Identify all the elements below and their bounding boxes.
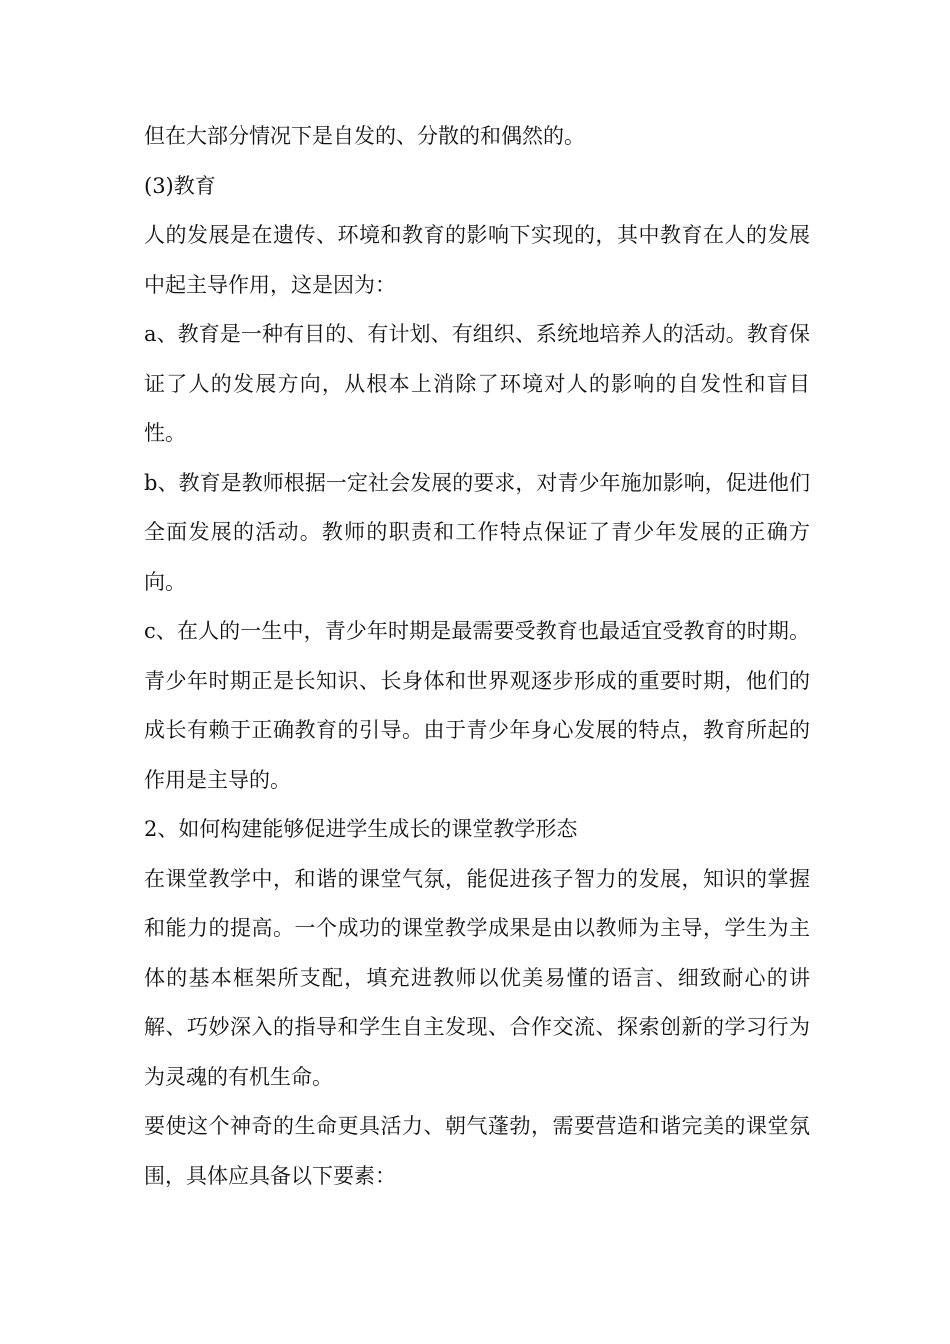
paragraph-classroom: 在课堂教学中，和谐的课堂气氛，能促进孩子智力的发展，知识的掌握和能力的提高。一个成功的课堂教学成果是由以教师为主导，学生为主体的基本框架所支配，填充进教师以优美易懂的语言、细致耐心的讲解、巧妙深入的指导和学生自主发现、合作交流、探索创新的学习行为为灵魂的有机生命。 (144, 866, 810, 1089)
paragraph-point-c: c、在人的一生中，青少年时期是最需要受教育也最适宜受教育的时期。青少年时期正是长知识、长身体和世界观逐步形成的重要时期，他们的成长有赖于正确教育的引导。由于青少年身心发展的特点，教育所起的作用是主导的。 (144, 619, 810, 792)
paragraph-point-b: b、教育是教师根据一定社会发展的要求，对青少年施加影响，促进他们全面发展的活动。教师的职责和工作特点保证了青少年发展的正确方向。 (144, 470, 810, 594)
paragraph-intro: 人的发展是在遗传、环境和教育的影响下实现的，其中教育在人的发展中起主导作用，这是因为： (144, 223, 810, 297)
paragraph-continuation: 但在大部分情况下是自发的、分散的和偶然的。 (144, 124, 585, 148)
paragraph-elements: 要使这个神奇的生命更具活力、朝气蓬勃，需要营造和谐完美的课堂氛围，具体应具备以下要素： (144, 1114, 810, 1188)
section-heading-education: (3)教育 (144, 173, 216, 198)
paragraph-point-a: a、教育是一种有目的、有计划、有组织、系统地培养人的活动。教育保证了人的发展方向，从根本上消除了环境对人的影响的自发性和盲目性。 (144, 322, 810, 445)
document-body (144, 112, 810, 1201)
section-heading-classroom: 2、如何构建能够促进学生成长的课堂教学形态 (144, 817, 578, 841)
